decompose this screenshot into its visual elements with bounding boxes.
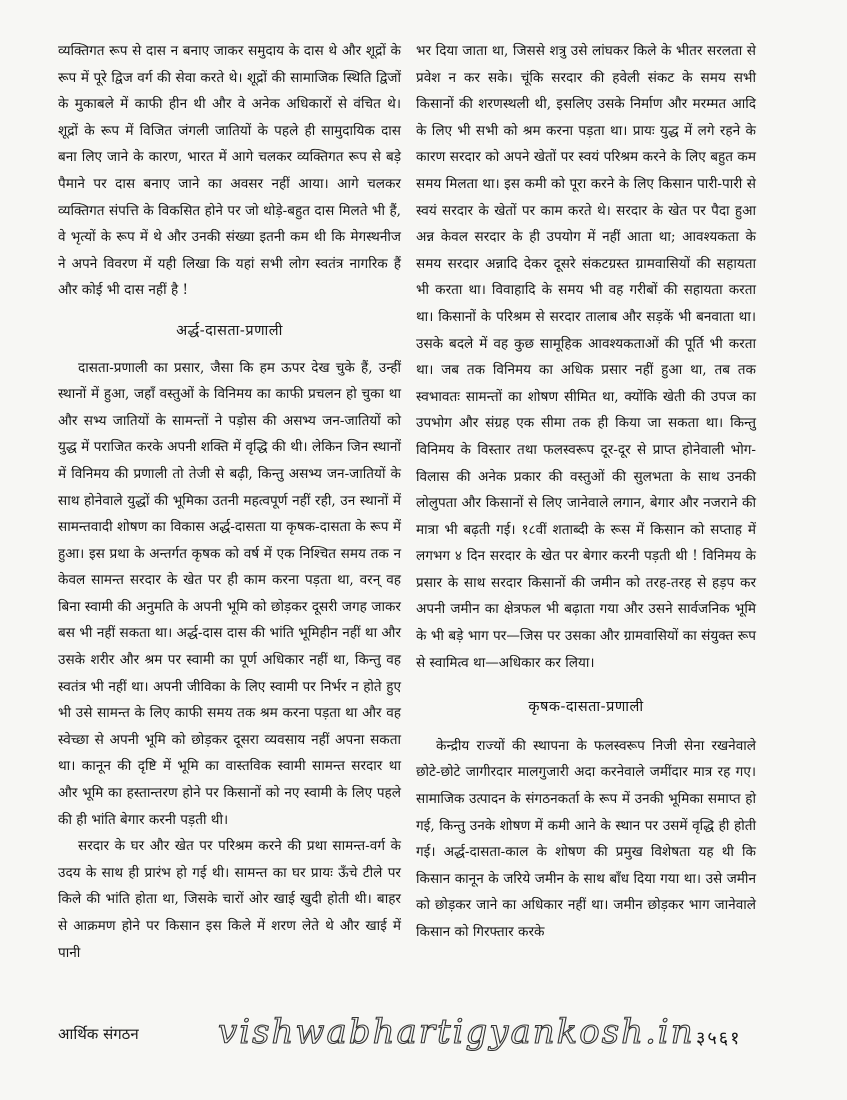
page-number: ३५६१ [696, 1028, 742, 1049]
left-paragraph-3: सरदार के घर और खेत पर परिश्रम करने की प्रथा सामन्त-वर्ग के उदय के साथ ही प्रारंभ हो गई थी। सामन्त का घर प्रायः ऊँचे टीले पर किले की भांति होता था, जिसके चारों ओर खाई खुदी होती थी। बाहर से आक्रमण होने पर किसान इस किले में शरण लेते थे और खाई में पानी [58, 838, 401, 961]
section-heading-krishak-dasata: कृषक-दासता-प्रणाली [528, 699, 644, 716]
right-paragraph-1: भर दिया जाता था, जिससे शत्रु उसे लांघकर किले के भीतर सरलता से प्रवेश न कर सके। चूंकि सरदार की हवेली संकट के समय सभी किसानों की शरणस्थली थी, इसलिए उसके निर्माण और मरम्मत आदि के लिए भी सभी को श्रम करना पड़ता था। प्रायः युद्ध में लगे रहने के कारण सरदार को अपने खेतों पर स्वयं परिश्रम करने के लिए बहुत कम समय मिलता था। इस कमी को पूरा करने के लिए किसान पारी-पारी से स्वयं सरदार के खेतों पर काम करते थे। सरदार के खेत पर पैदा हुआ अन्न केवल सरदार के ही उपयोग में नहीं आता था; आवश्यकता के समय सरदार अन्नादि देकर दूसरे संकटग्रस्त ग्रामवासियों की सहायता भी करता था। विवाहादि के समय भी वह गरीबों की सहायता करता था। किसानों के परिश्रम से सरदार तालाब और सड़कें भी बनवाता था। उसके बदले में वह कुछ सामूहिक आवश्यकताओं की पूर्ति भी करता था। जब तक विनिमय का अधिक प्रसार नहीं हुआ था, तब तक स्वभावतः सामन्तों का शोषण सीमित था, क्योंकि खेती की उपज का उपभोग और संग्रह एक सीमा तक ही किया जा सकता था। किन्तु विनिमय के विस्तार तथा फलस्वरूप दूर-दूर से प्राप्त होनेवाली भोग-विलास की अनेक प्रकार की वस्तुओं की सुलभता के साथ उनकी लोलुपता और किसानों से लिए जानेवाले लगान, बेगार और नजराने की मात्रा भी बढ़ती गई। १८वीं शताब्दी के रूस में किसान को सप्ताह में लगभग ४ दिन सरदार के खेत पर बेगार करनी पड़ती थी ! विनिमय के प्रसार के साथ सरदार किसानों की जमीन को तरह-तरह से हड़प कर अपनी जमीन का क्षेत्रफल भी बढ़ाता गया और उसने सार्वजनिक भूमि के भी बड़े भाग पर—जिस पर उसका और ग्रामवासियों का संयुक्त रूप से स्वामित्व था—अधिकार कर लिया। [416, 43, 756, 671]
left-column [58, 38, 401, 966]
right-column [416, 38, 756, 946]
left-paragraph-2: दासता-प्रणाली का प्रसार, जैसा कि हम ऊपर देख चुके हैं, उन्हीं स्थानों में हुआ, जहाँ वस्तुओं के विनिमय का काफी प्रचलन हो चुका था और सभ्य जातियों के सामन्तों ने पड़ोस की असभ्य जन-जातियों को युद्ध में पराजित करके अपनी शक्ति में वृद्धि की थी। लेकिन जिन स्थानों में विनिमय की प्रणाली तो तेजी से बढ़ी, किन्तु असभ्य जन-जातियों के साथ होनेवाले युद्धों की भूमिका उतनी महत्वपूर्ण नहीं रही, उन स्थानों में सामन्तवादी शोषण का विकास अर्द्ध-दासता या कृषक-दासता के रूप में हुआ। इस प्रथा के अन्तर्गत कृषक को वर्ष में एक निश्चित समय तक न केवल सामन्त सरदार के खेत पर ही काम करना पड़ता था, वरन् वह बिना स्वामी की अनुमति के अपनी भूमि को छोड़कर दूसरी जगह जाकर बस भी नहीं सकता था। अर्द्ध-दास दास की भांति भूमिहीन नहीं था और उसके शरीर और श्रम पर स्वामी का पूर्ण अधिकार नहीं था, किन्तु वह स्वतंत्र भी नहीं था। अपनी जीविका के लिए स्वामी पर निर्भर न होते हुए भी उसे सामन्त के लिए काफी समय तक श्रम करना पड़ता था और वह स्वेच्छा से अपनी भूमि को छोड़कर दूसरा व्यवसाय नहीं अपना सकता था। कानून की दृष्टि में भूमि का वास्तविक स्वामी सामन्त सरदार था और भूमि का हस्तान्तरण होने पर किसानों को नए स्वामी के लिए पहले की ही भांति बेगार करनी पड़ती थी। [58, 359, 401, 828]
left-paragraph-1: व्यक्तिगत रूप से दास न बनाए जाकर समुदाय के दास थे और शूद्रों के रूप में पूरे द्विज वर्ग की सेवा करते थे। शूद्रों की सामाजिक स्थिति द्विजों के मुकाबले में काफी हीन थी और वे अनेक अधिकारों से वंचित थे। शूद्रों के रूप में विजित जंगली जातियों के पहले ही सामुदायिक दास बना लिए जाने के कारण, भारत में आगे चलकर व्यक्तिगत रूप से बड़े पैमाने पर दास बनाए जाने का अवसर नहीं आया। आगे चलकर व्यक्तिगत संपत्ति के विकसित होने पर जो थोड़े-बहुत दास मिलते भी हैं, वे भृत्यों के रूप में थे और उनकी संख्या इतनी कम थी कि मेगस्थनीज ने अपने विवरण में यही लिखा कि यहां सभी लोग स्वतंत्र नागरिक हैं और कोई भी दास नहीं है ! [58, 43, 401, 299]
right-paragraph-2: केन्द्रीय राज्यों की स्थापना के फलस्वरूप निजी सेना रखनेवाले छोटे-छोटे जागीरदार मालगुजारी अदा करनेवाले जमींदार मात्र रह गए। सामाजिक उत्पादन के संगठनकर्ता के रूप में उनकी भूमिका समाप्त हो गई, किन्तु उनके शोषण में कमी आने के स्थान पर उसमें वृद्धि ही होती गई। अर्द्ध-दासता-काल के शोषण की प्रमुख विशेषता यह थी कि किसान कानून के जरिये जमीन के साथ बाँध दिया गया था। उसे जमीन को छोड़कर जाने का अधिकार नहीं था। जमीन छोड़कर भाग जानेवाले किसान को गिरफ्तार करके [416, 737, 756, 940]
footer-section-name: आर्थिक संगठन [58, 1025, 139, 1043]
section-heading-ardh-dasata: अर्द्ध-दासता-प्रणाली [176, 322, 283, 339]
watermark: vishwabhartigyankosh.in [218, 1012, 695, 1052]
